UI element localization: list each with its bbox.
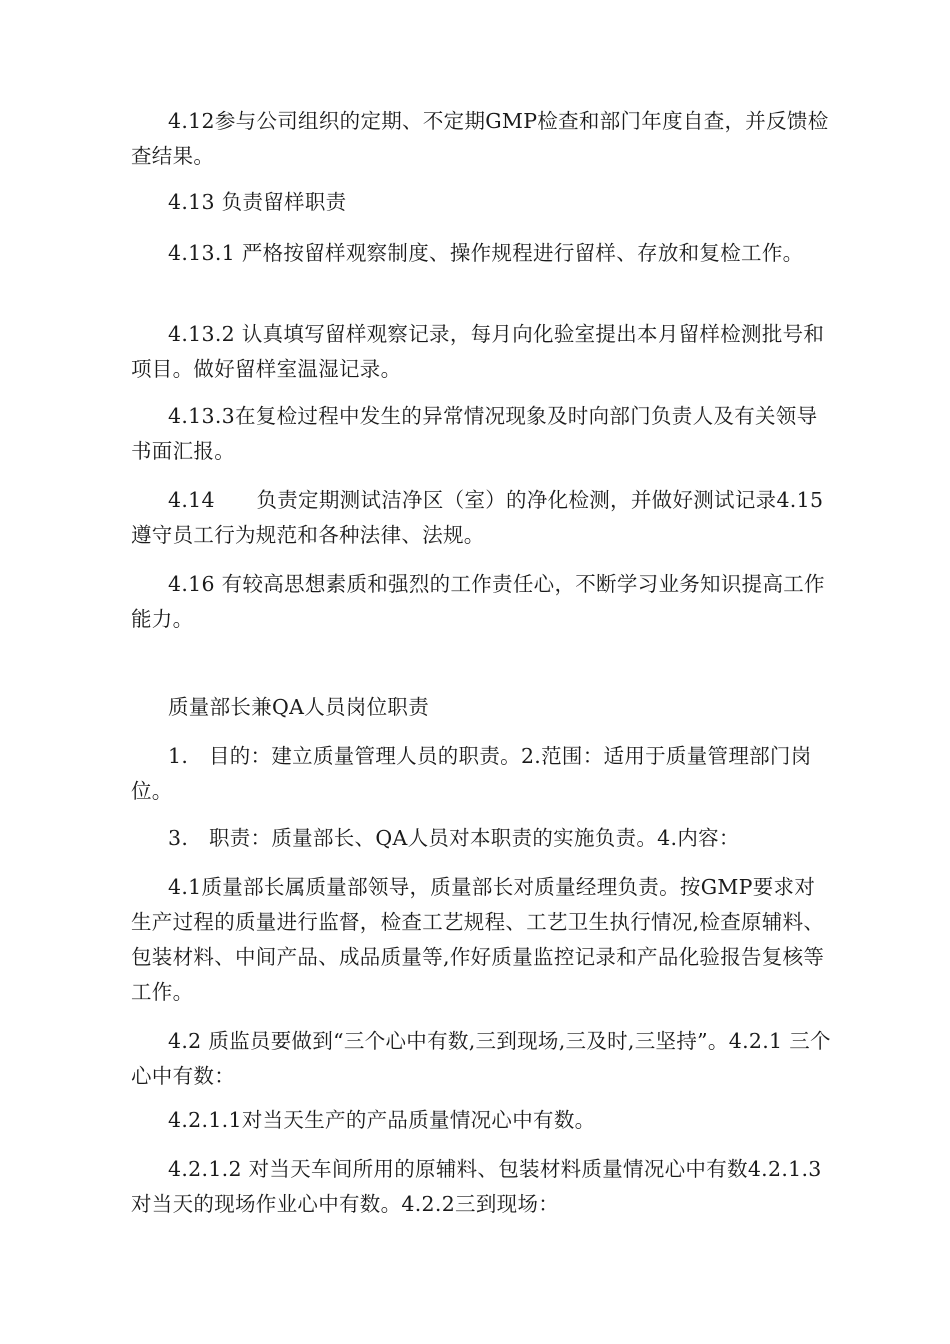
paragraph-4-2-1-1: 4.2.1.1对当天生产的产品质量情况心中有数。 [168, 1108, 596, 1132]
paragraph-duties: 3. 职责：质量部长、QA人员对本职责的实施负责。4.内容： [168, 826, 740, 850]
paragraph-4-13-3: 4.13.3在复检过程中发生的异常情况现象及时向部门负责人及有关领导书面汇报。 [131, 404, 818, 463]
paragraph-4-16: 4.16 有较高思想素质和强烈的工作责任心，不断学习业务知识提高工作能力。 [131, 572, 825, 631]
paragraph-4-12: 4.12参与公司组织的定期、不定期GMP检查和部门年度自查，并反馈检查结果。 [131, 109, 829, 168]
paragraph-purpose: 1. 目的：建立质量管理人员的职责。2.范围：适用于质量管理部门岗位。 [131, 744, 812, 803]
paragraph-4-2-1-2: 4.2.1.2 对当天车间所用的原辅料、包装材料质量情况心中有数4.2.1.3 对当天的现场作业心中有数。4.2.2三到现场： [131, 1157, 822, 1216]
paragraph-4-1: 4.1质量部长属质量部领导，质量部长对质量经理负责。按GMP要求对生产过程的质量进行监督，检查工艺规程、工艺卫生执行情况,检查原辅料、包装材料、中间产品、成品质量等,作好质量监控记录和产品化验报告复核等工作。 [131, 875, 825, 1004]
paragraph-4-13: 4.13 负责留样职责 [168, 190, 347, 214]
paragraph-4-13-1: 4.13.1 严格按留样观察制度、操作规程进行留样、存放和复检工作。 [168, 241, 804, 265]
paragraph-4-13-2: 4.13.2 认真填写留样观察记录，每月向化验室提出本月留样检测批号和项目。做好留样室温湿记录。 [131, 322, 825, 381]
section-title: 质量部长兼QA人员岗位职责 [168, 695, 430, 719]
paragraph-4-14: 4.14 负责定期测试洁净区（室）的净化检测，并做好测试记录4.15 遵守员工行为规范和各种法律、法规。 [131, 488, 824, 547]
paragraph-4-2: 4.2 质监员要做到“三个心中有数,三到现场,三及时,三坚持”。4.2.1 三个心中有数： [131, 1029, 831, 1088]
